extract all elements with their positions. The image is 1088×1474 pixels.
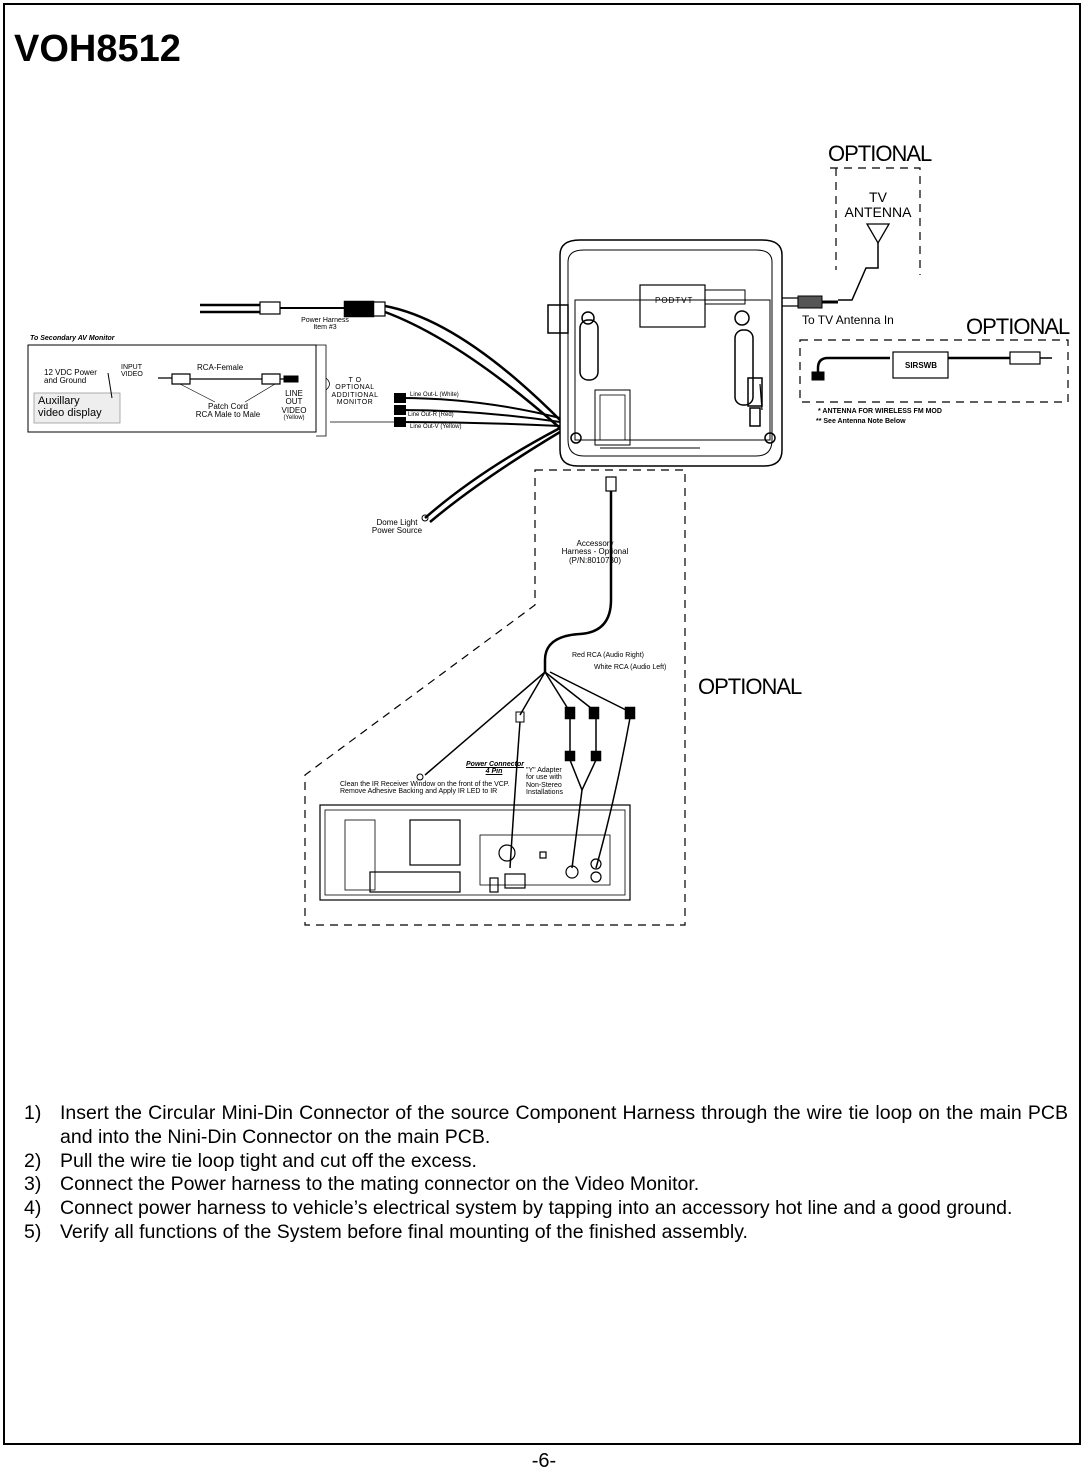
secondary-monitor-title: To Secondary AV Monitor bbox=[30, 335, 115, 342]
optional-vcp-region bbox=[305, 470, 685, 925]
accessory-harness-label: Accessory Harness - Optional (P/N:8010730) bbox=[561, 539, 629, 565]
step-3: 3) Connect the Power harness to the mating connector on the Video Monitor. bbox=[24, 1173, 700, 1196]
installation-steps bbox=[24, 1102, 1068, 1245]
line-out-v-label: Line Out-V (Yellow) bbox=[410, 424, 462, 430]
sirswb-label: SIRSWB bbox=[905, 361, 937, 370]
power-harness-label: Power Harness Item #3 bbox=[301, 317, 349, 332]
optional-label-vcp: OPTIONAL bbox=[698, 674, 802, 699]
aux-display-label: Auxillary video display bbox=[38, 395, 102, 419]
antenna-input-label: To TV Antenna In bbox=[802, 313, 894, 327]
rca-female-label: RCA-Female bbox=[197, 363, 244, 372]
power-connector-label: Power Connector 4 Pin bbox=[466, 761, 524, 776]
red-rca-label: Red RCA (Audio Right) bbox=[572, 652, 644, 659]
tv-antenna-symbol bbox=[838, 224, 889, 300]
monitor-pcb-module bbox=[640, 285, 705, 327]
line-out-r-label: Line Out-R (Red) bbox=[408, 412, 454, 418]
line-out-video-label: LINE OUT VIDEO (Yellow) bbox=[281, 389, 307, 422]
fm-antenna-note: * ANTENNA FOR WIRELESS FM MOD bbox=[818, 408, 942, 415]
white-rca-label: White RCA (Audio Left) bbox=[594, 664, 667, 671]
optional-antenna-region bbox=[830, 168, 920, 275]
tv-antenna-label: TV ANTENNA bbox=[844, 189, 912, 220]
to-optional-monitor-label: T O OPTIONAL ADDITIONAL MONITOR bbox=[331, 377, 379, 407]
page-number: -6- bbox=[531, 1450, 557, 1472]
ir-receiver-note: Clean the IR Receiver Window on the front of the VCP. Remove Adhesive Backing and Apply IR LED to IR bbox=[340, 781, 510, 796]
step-5: 5) Verify all functions of the System before final mounting of the finished assembly. bbox=[24, 1220, 748, 1243]
power-ground-label: 12 VDC Power and Ground bbox=[44, 368, 97, 386]
model-title: VOH8512 bbox=[14, 28, 181, 70]
step-4: 4) Connect power harness to vehicle’s electrical system by tapping into an accessory hot line and a good ground. bbox=[24, 1197, 1013, 1220]
vcp-unit bbox=[320, 805, 630, 900]
y-adapter-label: "Y" Adapter for use with Non-Stereo Installations bbox=[526, 767, 563, 797]
step-2: 2) Pull the wire tie loop tight and cut off the excess. bbox=[24, 1149, 477, 1172]
dome-light-label: Dome Light Power Source bbox=[371, 518, 423, 536]
antenna-note-ref: ** See Antenna Note Below bbox=[816, 418, 906, 425]
accessory-harness bbox=[417, 477, 634, 868]
monitor-model-label: PODTVT bbox=[655, 296, 694, 305]
video-monitor-back bbox=[548, 240, 782, 466]
line-out-l-label: Line Out-L (White) bbox=[410, 392, 459, 398]
step-1: 1) Insert the Circular Mini-Din Connector of the source Component Harness through the wire tie loop on the main PCB and into the Nini-Din Connector on the main PCB. bbox=[24, 1102, 1068, 1148]
optional-fm-region bbox=[800, 340, 1068, 402]
patch-cord-label: Patch Cord RCA Male to Male bbox=[195, 402, 261, 420]
optional-label-antenna: OPTIONAL bbox=[828, 141, 932, 166]
input-video-label: INPUT VIDEO bbox=[121, 364, 143, 379]
optional-label-fm: OPTIONAL bbox=[966, 314, 1070, 339]
